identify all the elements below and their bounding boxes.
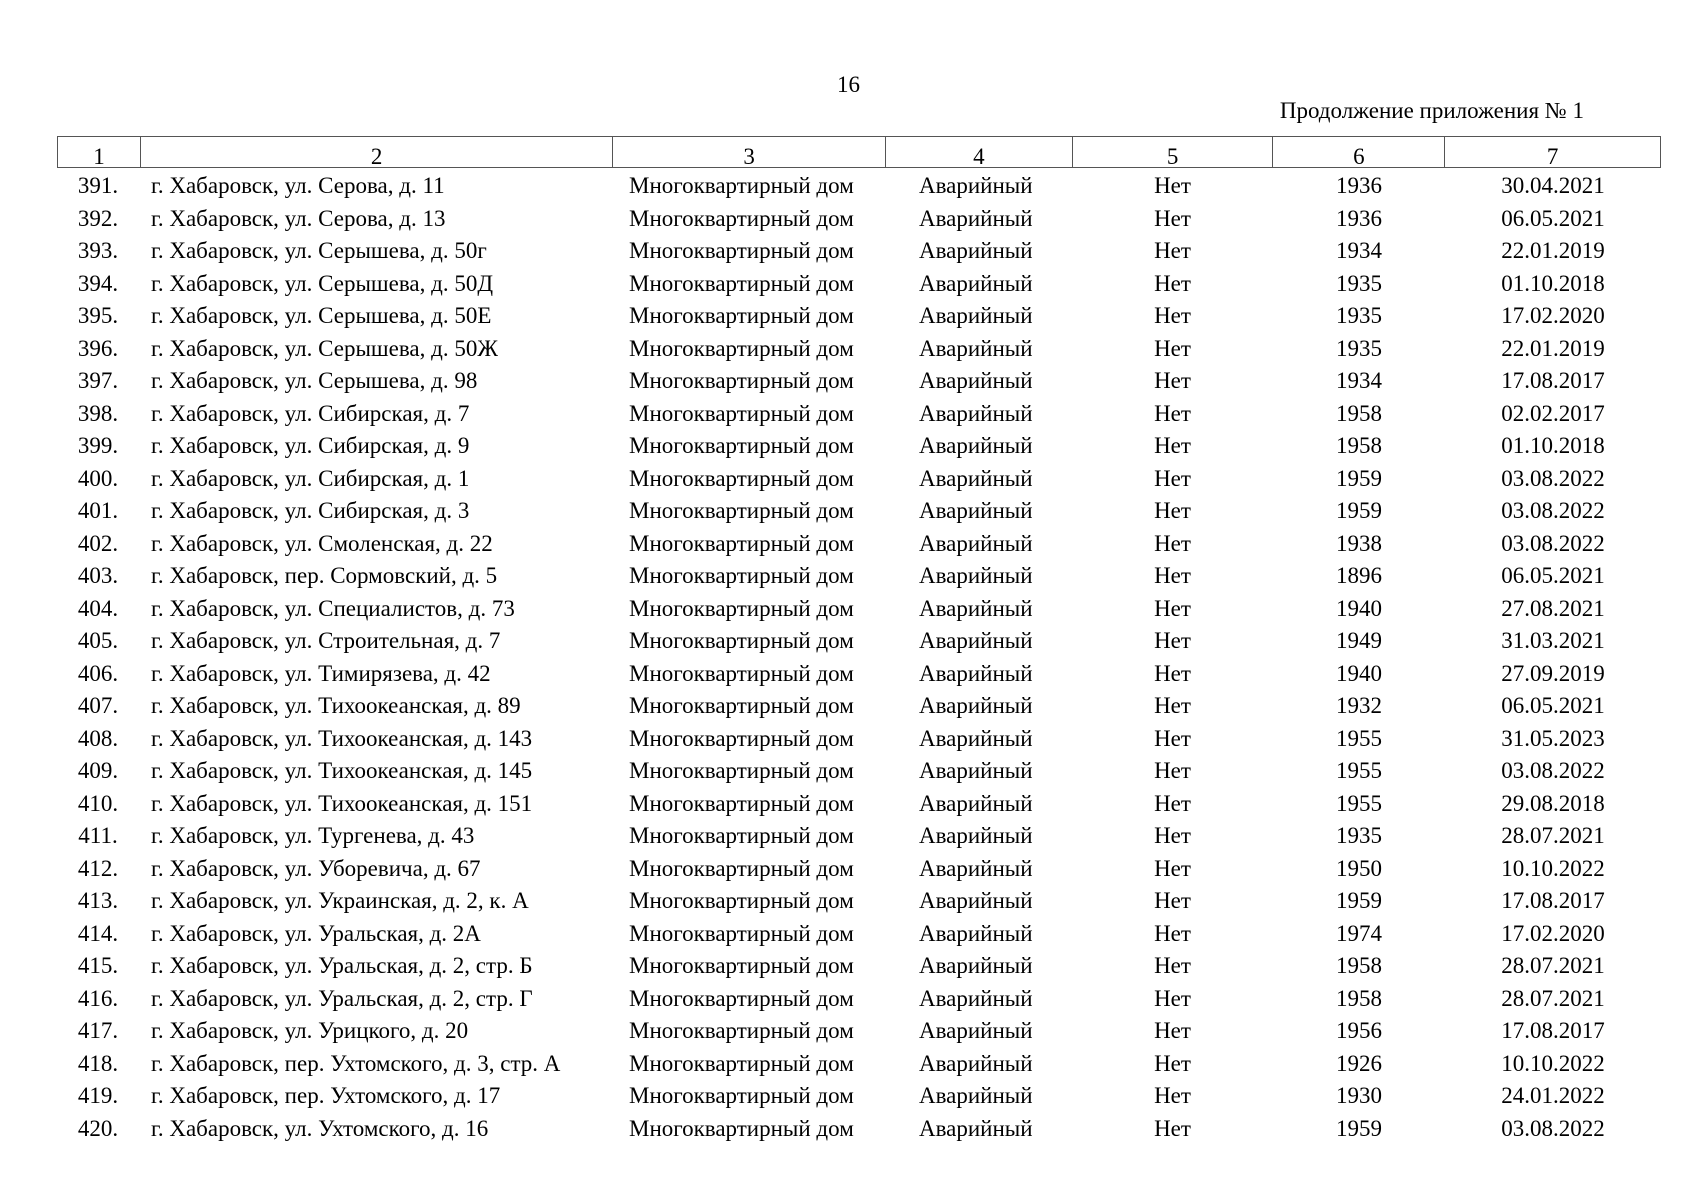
cell-address: г. Хабаровск, ул. Серышева, д. 50г	[151, 238, 487, 263]
cell-building-type: Многоквартирный дом	[629, 1083, 854, 1108]
column-header-4: 4	[885, 137, 1072, 167]
cell-address: г. Хабаровск, ул. Тихоокеанская, д. 151	[151, 790, 533, 816]
column-header-1: 1	[93, 144, 105, 169]
cell-building-type: Многоквартирный дом	[629, 855, 854, 881]
cell-build-year: 1934	[1336, 368, 1382, 393]
cell-date: 22.01.2019	[1501, 335, 1605, 361]
cell-condition: Аварийный	[919, 465, 1033, 491]
cell-build-year: 1958	[1336, 433, 1382, 458]
cell-condition: Аварийный	[919, 563, 1033, 588]
cell-row-number: 396.	[77, 335, 119, 361]
cell-cultural-heritage: Нет	[1154, 855, 1191, 881]
cell-build-year: 1956	[1336, 1018, 1382, 1043]
cell-condition: Аварийный	[919, 433, 1033, 458]
cell-cultural-heritage: Нет	[1154, 433, 1191, 458]
cell-date: 06.05.2021	[1501, 205, 1605, 231]
column-header-2: 2	[140, 137, 612, 167]
cell-cultural-heritage: Нет	[1154, 953, 1191, 978]
cell-building-type: Многоквартирный дом	[629, 823, 854, 848]
cell-condition: Аварийный	[919, 173, 1033, 198]
cell-row-number: 412.	[77, 855, 119, 881]
cell-building-type: Многоквартирный дом	[629, 595, 854, 621]
table-row	[57, 625, 1661, 658]
cell-building-type: Многоквартирный дом	[629, 400, 854, 426]
cell-date: 17.08.2017	[1501, 888, 1605, 913]
table-row	[57, 820, 1661, 853]
cell-building-type: Многоквартирный дом	[629, 368, 854, 393]
cell-building-type: Многоквартирный дом	[629, 238, 854, 263]
cell-build-year: 1958	[1336, 985, 1382, 1011]
cell-building-type: Многоквартирный дом	[629, 433, 854, 458]
cell-building-type: Многоквартирный дом	[629, 953, 854, 978]
cell-building-type: Многоквартирный дом	[629, 498, 854, 523]
cell-cultural-heritage: Нет	[1154, 205, 1191, 231]
cell-build-year: 1935	[1336, 335, 1382, 361]
cell-cultural-heritage: Нет	[1154, 400, 1191, 426]
table-row	[57, 853, 1661, 886]
cell-building-type: Многоквартирный дом	[629, 985, 854, 1011]
cell-row-number: 419.	[77, 1083, 119, 1108]
table-row	[57, 885, 1661, 918]
cell-cultural-heritage: Нет	[1154, 498, 1191, 523]
table-row	[57, 398, 1661, 431]
cell-date: 28.07.2021	[1501, 953, 1605, 978]
cell-date: 03.08.2022	[1501, 530, 1605, 556]
cell-building-type: Многоквартирный дом	[629, 920, 854, 946]
cell-cultural-heritage: Нет	[1154, 303, 1191, 328]
cell-condition: Аварийный	[919, 303, 1033, 328]
cell-building-type: Многоквартирный дом	[629, 270, 854, 296]
cell-condition: Аварийный	[919, 368, 1033, 393]
cell-cultural-heritage: Нет	[1154, 985, 1191, 1011]
cell-building-type: Многоквартирный дом	[629, 660, 854, 686]
cell-build-year: 1938	[1336, 530, 1382, 556]
cell-date: 03.08.2022	[1501, 758, 1605, 783]
cell-cultural-heritage: Нет	[1154, 693, 1191, 718]
cell-date: 06.05.2021	[1501, 563, 1605, 588]
cell-build-year: 1959	[1336, 888, 1382, 913]
cell-address: г. Хабаровск, ул. Тихоокеанская, д. 143	[151, 725, 533, 751]
cell-address: г. Хабаровск, ул. Урицкого, д. 20	[151, 1018, 469, 1043]
cell-building-type: Многоквартирный дом	[629, 725, 854, 751]
cell-address: г. Хабаровск, ул. Серышева, д. 98	[151, 368, 478, 393]
cell-build-year: 1896	[1336, 563, 1382, 588]
page-number: 16	[837, 72, 860, 97]
cell-condition: Аварийный	[919, 693, 1033, 718]
cell-address: г. Хабаровск, ул. Украинская, д. 2, к. А	[151, 888, 529, 913]
cell-building-type: Многоквартирный дом	[629, 465, 854, 491]
cell-condition: Аварийный	[919, 855, 1033, 881]
cell-cultural-heritage: Нет	[1154, 888, 1191, 913]
cell-build-year: 1955	[1336, 725, 1382, 751]
cell-cultural-heritage: Нет	[1154, 238, 1191, 263]
column-header-7: 7	[1444, 137, 1660, 167]
cell-row-number: 415.	[77, 953, 119, 978]
cell-condition: Аварийный	[919, 238, 1033, 263]
cell-condition: Аварийный	[919, 530, 1033, 556]
cell-condition: Аварийный	[919, 985, 1033, 1011]
cell-address: г. Хабаровск, ул. Сибирская, д. 7	[151, 400, 470, 426]
cell-date: 22.01.2019	[1501, 238, 1605, 263]
cell-build-year: 1936	[1336, 205, 1382, 231]
cell-build-year: 1936	[1336, 173, 1382, 198]
cell-address: г. Хабаровск, ул. Сибирская, д. 1	[151, 465, 470, 491]
cell-build-year: 1935	[1336, 303, 1382, 328]
cell-date: 01.10.2018	[1501, 433, 1605, 458]
cell-cultural-heritage: Нет	[1154, 628, 1191, 653]
cell-date: 24.01.2022	[1501, 1083, 1605, 1108]
table-row	[57, 203, 1661, 236]
cell-building-type: Многоквартирный дом	[629, 205, 854, 231]
cell-date: 10.10.2022	[1501, 855, 1605, 881]
cell-address: г. Хабаровск, ул. Уборевича, д. 67	[151, 855, 481, 881]
cell-row-number: 392.	[77, 205, 119, 231]
cell-condition: Аварийный	[919, 660, 1033, 686]
cell-build-year: 1932	[1336, 693, 1382, 718]
cell-date: 17.02.2020	[1501, 303, 1605, 328]
cell-build-year: 1955	[1336, 790, 1382, 816]
cell-building-type: Многоквартирный дом	[629, 563, 854, 588]
cell-row-number: 391.	[77, 173, 119, 198]
table-row	[57, 528, 1661, 561]
cell-date: 27.09.2019	[1501, 660, 1605, 686]
cell-building-type: Многоквартирный дом	[629, 758, 854, 783]
table-row	[57, 658, 1661, 691]
cell-cultural-heritage: Нет	[1154, 530, 1191, 556]
cell-cultural-heritage: Нет	[1154, 270, 1191, 296]
cell-date: 31.03.2021	[1501, 628, 1605, 653]
cell-row-number: 413.	[77, 888, 119, 913]
cell-row-number: 420.	[77, 1115, 119, 1141]
cell-row-number: 406.	[77, 660, 119, 686]
cell-address: г. Хабаровск, ул. Уральская, д. 2А	[151, 920, 481, 946]
cell-row-number: 399.	[77, 433, 119, 458]
cell-row-number: 398.	[77, 400, 119, 426]
cell-row-number: 402.	[77, 530, 119, 556]
cell-date: 06.05.2021	[1501, 693, 1605, 718]
cell-row-number: 411.	[78, 823, 118, 848]
cell-condition: Аварийный	[919, 400, 1033, 426]
cell-row-number: 414.	[77, 920, 119, 946]
cell-build-year: 1959	[1336, 1115, 1382, 1141]
cell-cultural-heritage: Нет	[1154, 758, 1191, 783]
cell-row-number: 404.	[77, 595, 119, 621]
cell-date: 31.05.2023	[1501, 725, 1605, 751]
cell-cultural-heritage: Нет	[1154, 725, 1191, 751]
cell-condition: Аварийный	[919, 725, 1033, 751]
table-row	[57, 1113, 1661, 1146]
table-row	[57, 755, 1661, 788]
cell-build-year: 1940	[1336, 595, 1382, 621]
table-header-row	[57, 136, 1661, 168]
cell-building-type: Многоквартирный дом	[629, 530, 854, 556]
cell-condition: Аварийный	[919, 498, 1033, 523]
cell-address: г. Хабаровск, ул. Ухтомского, д. 16	[151, 1115, 489, 1141]
cell-building-type: Многоквартирный дом	[629, 1050, 854, 1076]
cell-row-number: 416.	[77, 985, 119, 1011]
cell-date: 28.07.2021	[1501, 985, 1605, 1011]
column-header-6: 6	[1272, 137, 1444, 167]
table-row	[57, 593, 1661, 626]
table-row	[57, 560, 1661, 593]
cell-build-year: 1950	[1336, 855, 1382, 881]
cell-address: г. Хабаровск, ул. Специалистов, д. 73	[151, 595, 515, 621]
cell-row-number: 418.	[77, 1050, 119, 1076]
cell-cultural-heritage: Нет	[1154, 920, 1191, 946]
table-row	[57, 495, 1661, 528]
cell-condition: Аварийный	[919, 1050, 1033, 1076]
cell-row-number: 401.	[77, 498, 119, 523]
cell-build-year: 1955	[1336, 758, 1382, 783]
cell-address: г. Хабаровск, ул. Тихоокеанская, д. 145	[151, 758, 533, 783]
cell-date: 17.08.2017	[1501, 368, 1605, 393]
cell-address: г. Хабаровск, ул. Смоленская, д. 22	[151, 530, 493, 556]
cell-build-year: 1935	[1336, 270, 1382, 296]
cell-date: 01.10.2018	[1501, 270, 1605, 296]
cell-build-year: 1949	[1336, 628, 1382, 653]
cell-building-type: Многоквартирный дом	[629, 173, 854, 198]
table-row	[57, 300, 1661, 333]
cell-address: г. Хабаровск, ул. Уральская, д. 2, стр. Г	[151, 985, 533, 1011]
cell-cultural-heritage: Нет	[1154, 595, 1191, 621]
cell-address: г. Хабаровск, ул. Серышева, д. 50Ж	[151, 335, 498, 361]
cell-address: г. Хабаровск, ул. Тимирязева, д. 42	[151, 660, 491, 686]
cell-building-type: Многоквартирный дом	[629, 790, 854, 816]
table-row	[57, 463, 1661, 496]
cell-address: г. Хабаровск, пер. Ухтомского, д. 17	[151, 1083, 501, 1108]
cell-condition: Аварийный	[919, 270, 1033, 296]
cell-cultural-heritage: Нет	[1154, 335, 1191, 361]
table-row	[57, 365, 1661, 398]
cell-date: 02.02.2017	[1501, 400, 1605, 426]
cell-address: г. Хабаровск, ул. Серышева, д. 50Д	[151, 270, 494, 296]
cell-build-year: 1974	[1336, 920, 1382, 946]
cell-building-type: Многоквартирный дом	[629, 335, 854, 361]
cell-date: 30.04.2021	[1501, 173, 1605, 198]
cell-build-year: 1930	[1336, 1083, 1382, 1108]
cell-building-type: Многоквартирный дом	[629, 1115, 854, 1141]
cell-building-type: Многоквартирный дом	[629, 303, 854, 328]
cell-build-year: 1958	[1336, 400, 1382, 426]
cell-condition: Аварийный	[919, 1083, 1033, 1108]
table-row	[57, 170, 1661, 203]
cell-cultural-heritage: Нет	[1154, 563, 1191, 588]
cell-building-type: Многоквартирный дом	[629, 693, 854, 718]
cell-build-year: 1959	[1336, 498, 1382, 523]
table-body	[57, 170, 1661, 1145]
cell-row-number: 405.	[77, 628, 119, 653]
cell-row-number: 408.	[77, 725, 119, 751]
cell-build-year: 1958	[1336, 953, 1382, 978]
cell-condition: Аварийный	[919, 758, 1033, 783]
cell-date: 10.10.2022	[1501, 1050, 1605, 1076]
cell-address: г. Хабаровск, ул. Уральская, д. 2, стр. Б	[151, 953, 533, 978]
cell-building-type: Многоквартирный дом	[629, 628, 854, 653]
cell-row-number: 397.	[77, 368, 119, 393]
column-header-5: 5	[1072, 137, 1273, 167]
cell-condition: Аварийный	[919, 335, 1033, 361]
table-row	[57, 918, 1661, 951]
cell-cultural-heritage: Нет	[1154, 1115, 1191, 1141]
cell-build-year: 1934	[1336, 238, 1382, 263]
cell-row-number: 410.	[77, 790, 119, 816]
cell-date: 03.08.2022	[1501, 498, 1605, 523]
cell-date: 03.08.2022	[1501, 1115, 1605, 1141]
cell-address: г. Хабаровск, ул. Сибирская, д. 3	[151, 498, 470, 523]
cell-building-type: Многоквартирный дом	[629, 888, 854, 913]
cell-row-number: 407.	[77, 693, 119, 718]
continuation-label: Продолжение приложения № 1	[1279, 98, 1584, 123]
cell-building-type: Многоквартирный дом	[629, 1018, 854, 1043]
cell-condition: Аварийный	[919, 1115, 1033, 1141]
table-row	[57, 430, 1661, 463]
table-row	[57, 690, 1661, 723]
cell-date: 27.08.2021	[1501, 595, 1605, 621]
cell-condition: Аварийный	[919, 888, 1033, 913]
cell-cultural-heritage: Нет	[1154, 1018, 1191, 1043]
table-row	[57, 1048, 1661, 1081]
cell-row-number: 400.	[77, 465, 119, 491]
cell-cultural-heritage: Нет	[1154, 1050, 1191, 1076]
cell-cultural-heritage: Нет	[1154, 173, 1191, 198]
cell-cultural-heritage: Нет	[1154, 368, 1191, 393]
cell-address: г. Хабаровск, ул. Серышева, д. 50Е	[151, 303, 492, 328]
table-row	[57, 723, 1661, 756]
cell-address: г. Хабаровск, пер. Сормовский, д. 5	[151, 563, 498, 588]
table-row	[57, 950, 1661, 983]
data-table	[57, 136, 1661, 1145]
cell-cultural-heritage: Нет	[1154, 660, 1191, 686]
cell-date: 28.07.2021	[1501, 823, 1605, 848]
table-row	[57, 333, 1661, 366]
cell-address: г. Хабаровск, ул. Серова, д. 13	[151, 205, 446, 231]
column-header-3: 3	[612, 137, 885, 167]
cell-date: 03.08.2022	[1501, 465, 1605, 491]
cell-address: г. Хабаровск, ул. Тургенева, д. 43	[151, 823, 475, 848]
cell-condition: Аварийный	[919, 595, 1033, 621]
cell-date: 17.02.2020	[1501, 920, 1605, 946]
cell-condition: Аварийный	[919, 823, 1033, 848]
cell-condition: Аварийный	[919, 628, 1033, 653]
cell-row-number: 403.	[77, 563, 119, 588]
table-row	[57, 788, 1661, 821]
cell-row-number: 393.	[77, 238, 119, 263]
cell-build-year: 1926	[1336, 1050, 1382, 1076]
cell-row-number: 394.	[77, 270, 119, 296]
table-row	[57, 983, 1661, 1016]
cell-date: 29.08.2018	[1501, 790, 1605, 816]
cell-build-year: 1940	[1336, 660, 1382, 686]
cell-condition: Аварийный	[919, 790, 1033, 816]
cell-row-number: 395.	[77, 303, 119, 328]
cell-address: г. Хабаровск, ул. Сибирская, д. 9	[151, 433, 470, 458]
cell-build-year: 1935	[1336, 823, 1382, 848]
cell-cultural-heritage: Нет	[1154, 823, 1191, 848]
cell-row-number: 417.	[77, 1018, 119, 1043]
table-row	[57, 268, 1661, 301]
cell-date: 17.08.2017	[1501, 1018, 1605, 1043]
cell-address: г. Хабаровск, ул. Строительная, д. 7	[151, 628, 501, 653]
cell-row-number: 409.	[77, 758, 119, 783]
cell-condition: Аварийный	[919, 953, 1033, 978]
table-row	[57, 1080, 1661, 1113]
cell-condition: Аварийный	[919, 205, 1033, 231]
table-row	[57, 1015, 1661, 1048]
cell-condition: Аварийный	[919, 1018, 1033, 1043]
cell-address: г. Хабаровск, пер. Ухтомского, д. 3, стр. А	[151, 1050, 561, 1076]
cell-cultural-heritage: Нет	[1154, 465, 1191, 491]
table-row	[57, 235, 1661, 268]
cell-build-year: 1959	[1336, 465, 1382, 491]
cell-address: г. Хабаровск, ул. Серова, д. 11	[151, 173, 445, 198]
cell-cultural-heritage: Нет	[1154, 790, 1191, 816]
cell-condition: Аварийный	[919, 920, 1033, 946]
cell-cultural-heritage: Нет	[1154, 1083, 1191, 1108]
cell-address: г. Хабаровск, ул. Тихоокеанская, д. 89	[151, 693, 521, 718]
